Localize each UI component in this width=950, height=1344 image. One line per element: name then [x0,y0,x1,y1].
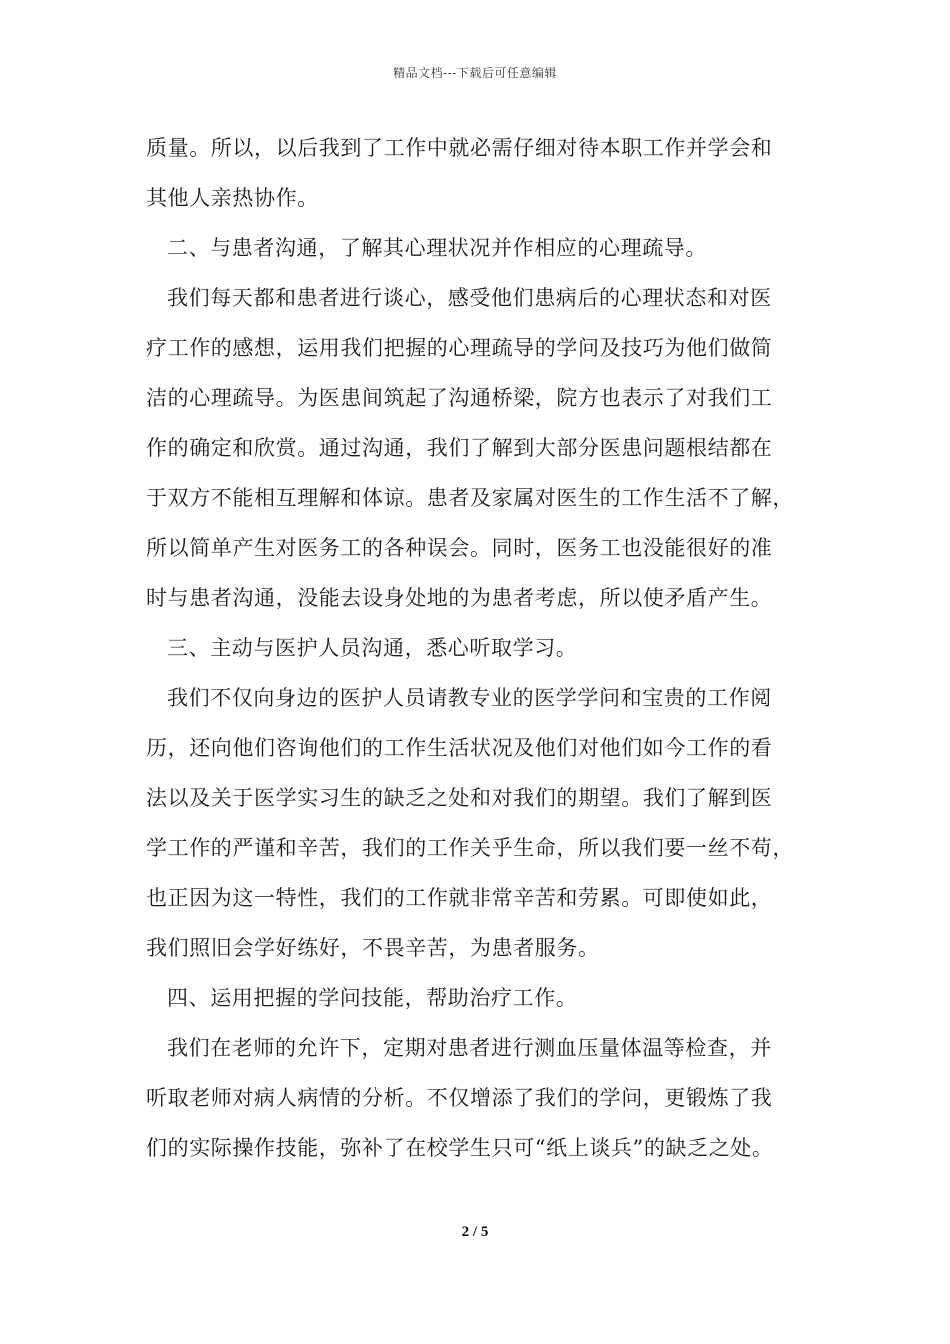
text-line: 其他人亲热协作。 [146,186,319,210]
text-line: 洁的心理疏导。为医患间筑起了沟通桥梁，院方也表示了对我们工 [146,386,773,410]
text-line: 学工作的严谨和辛苦，我们的工作关乎生命，所以我们要一丝不苟， [146,836,794,860]
text-line: 法以及关于医学实习生的缺乏之处和对我们的期望。我们了解到医 [146,786,773,810]
text-line: 作的确定和欣赏。通过沟通，我们了解到大部分医患问题根结都在 [146,436,773,460]
text-line: 我们照旧会学好练好，不畏辛苦，为患者服务。 [146,936,600,960]
text-line: 质量。所以，以后我到了工作中就必需仔细对待本职工作并学会和 [146,136,773,160]
section-heading: 三、主动与医护人员沟通，悉心听取学习。 [167,636,578,660]
text-line: 历，还向他们咨询他们的工作生活状况及他们对他们如今工作的看 [146,736,773,760]
text-line: 于双方不能相互理解和体谅。患者及家属对医生的工作生活不了解， [146,486,794,510]
section-heading: 四、运用把握的学问技能，帮助治疗工作。 [167,986,578,1010]
page-header: 精品文档---下载后可任意编辑 [393,66,557,80]
text-line: 我们每天都和患者进行谈心，感受他们患病后的心理状态和对医 [167,286,772,310]
text-line: 我们在老师的允许下，定期对患者进行测血压量体温等检查，并 [167,1036,772,1060]
section-heading: 二、与患者沟通，了解其心理状况并作相应的心理疏导。 [167,236,707,260]
text-line: 所以简单产生对医务工的各种误会。同时，医务工也没能很好的准 [146,536,773,560]
text-line: 也正因为这一特性，我们的工作就非常辛苦和劳累。可即使如此， [146,886,773,910]
text-line: 疗工作的感想，运用我们把握的心理疏导的学问及技巧为他们做简 [146,336,773,360]
text-line: 们的实际操作技能，弥补了在校学生只可“纸上谈兵”的缺乏之处。 [146,1136,774,1160]
text-line: 时与患者沟通，没能去设身处地的为患者考虑，所以使矛盾产生。 [146,586,773,610]
page-number: 2 / 5 [461,1224,489,1240]
text-line: 我们不仅向身边的医护人员请教专业的医学学问和宝贵的工作阅 [167,686,772,710]
text-line: 听取老师对病人病情的分析。不仅增添了我们的学问，更锻炼了我 [146,1086,773,1110]
